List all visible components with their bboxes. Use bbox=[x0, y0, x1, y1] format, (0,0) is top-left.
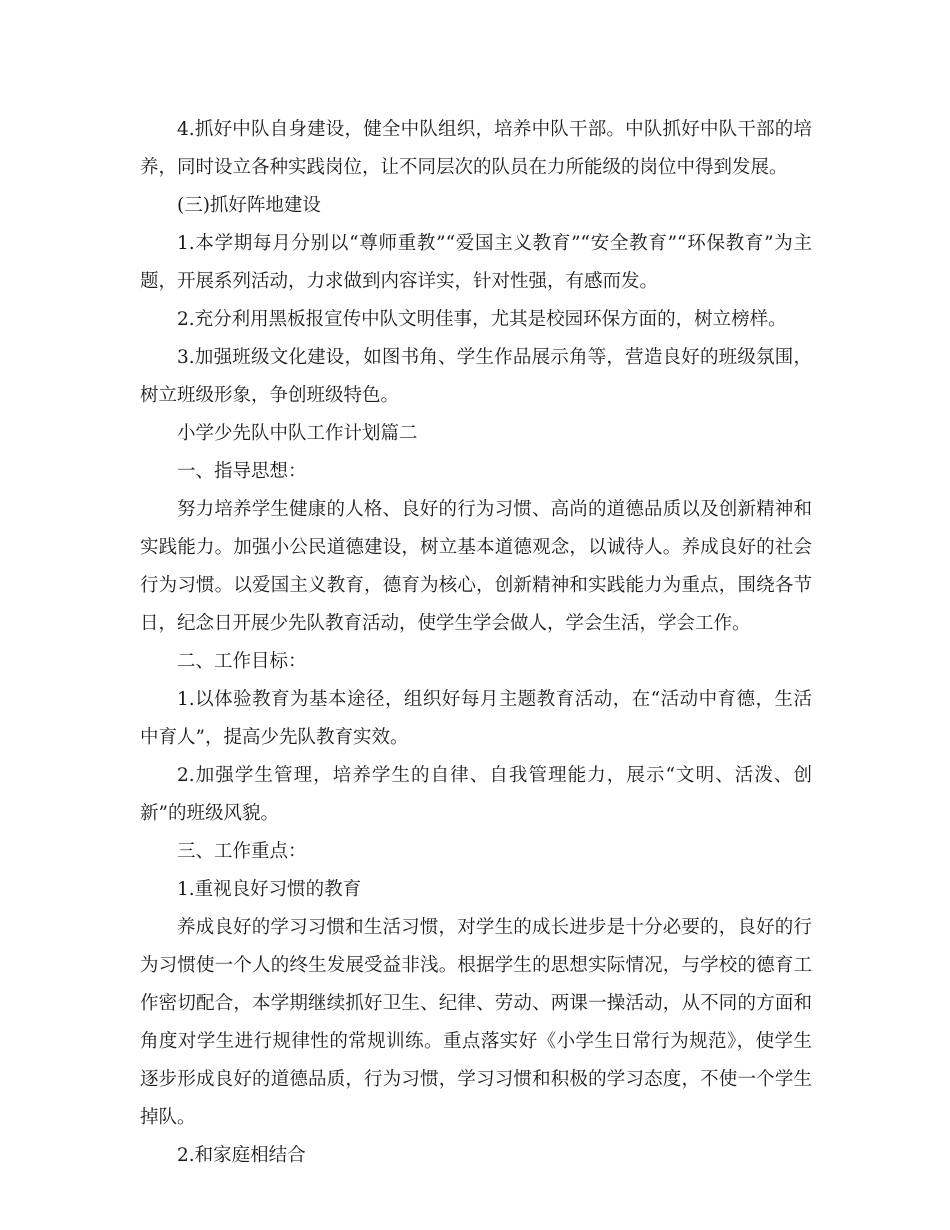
paragraph-monthly-themes: 1.本学期每月分别以“尊师重教”“爱国主义教育”“安全教育”“环保教育”为主题，开展系列活动，力求做到内容详实，针对性强，有感而发。 bbox=[140, 233, 812, 292]
paragraph-squad-building: 4.抓好中队自身建设，健全中队组织，培养中队干部。中队抓好中队干部的培养，同时设立各种实践岗位，让不同层次的队员在力所能级的岗位中得到发展。 bbox=[140, 119, 812, 178]
section-heading-position-building: (三)抓好阵地建设 bbox=[177, 195, 321, 216]
document-body bbox=[140, 111, 812, 1175]
paragraph-class-culture: 3.加强班级文化建设，如图书角、学生作品展示角等，营造良好的班级氛围，树立班级形象，争创班级特色。 bbox=[140, 347, 812, 406]
subheading-good-habits: 1.重视良好习惯的教育 bbox=[177, 879, 362, 900]
paragraph-blackboard: 2.充分利用黑板报宣传中队文明佳事，尤其是校园环保方面的，树立榜样。 bbox=[177, 309, 787, 330]
paragraph-goal-student-management: 2.加强学生管理，培养学生的自律、自我管理能力，展示“文明、活泼、创新”的班级风貌。 bbox=[140, 765, 812, 824]
paragraph-guiding-ideology: 努力培养学生健康的人格、良好的行为习惯、高尚的道德品质以及创新精神和实践能力。加强小公民道德建设，树立基本道德观念，以诚待人。养成良好的社会行为习惯。以爱国主义教育，德育为核心，创新精神和实践能力为重点，围绕各节日，纪念日开展少先队教育活动，使学生学会做人，学会生活，学会工作。 bbox=[140, 499, 812, 634]
title-plan-part-two: 小学少先队中队工作计划篇二 bbox=[177, 423, 418, 444]
paragraph-goal-experience-education: 1.以体验教育为基本途径，组织好每月主题教育活动，在“活动中育德，生活中育人”，提高少先队教育实效。 bbox=[140, 689, 812, 748]
paragraph-good-habits: 养成良好的学习习惯和生活习惯，对学生的成长进步是十分必要的，良好的行为习惯使一个人的终生发展受益非浅。根据学生的思想实际情况，与学校的德育工作密切配合，本学期继续抓好卫生、纪律、劳动、两课一操活动，从不同的方面和角度对学生进行规律性的常规训练。重点落实好《小学生日常行为规范》，使学生逐步形成良好的道德品质，行为习惯，学习习惯和积极的学习态度，不使一个学生掉队。 bbox=[140, 917, 812, 1128]
subheading-family-cooperation: 2.和家庭相结合 bbox=[177, 1145, 306, 1166]
heading-work-focus: 三、工作重点： bbox=[177, 841, 307, 862]
heading-work-goals: 二、工作目标： bbox=[177, 651, 307, 672]
heading-guiding-ideology: 一、指导思想： bbox=[177, 461, 307, 482]
